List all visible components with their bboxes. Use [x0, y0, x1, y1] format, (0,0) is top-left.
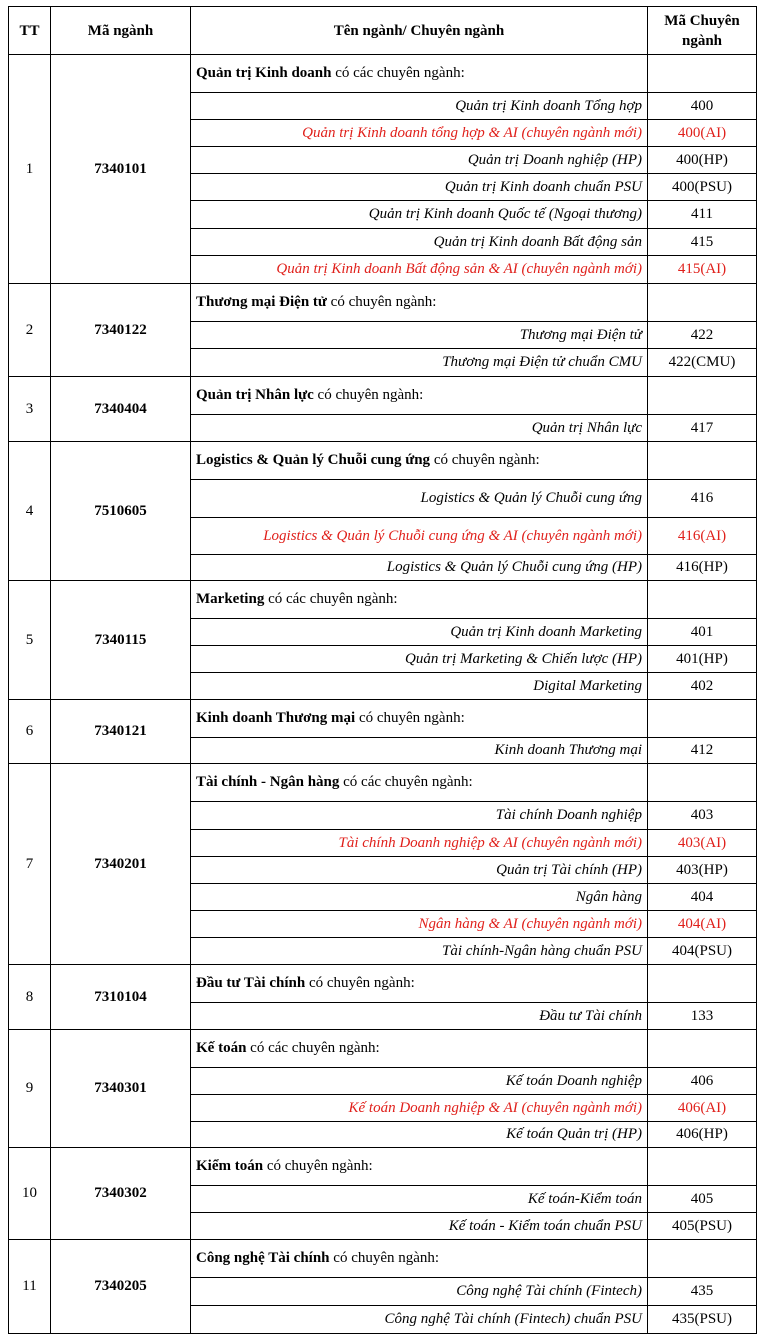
specialization-name: Tài chính Doanh nghiệp	[191, 802, 648, 830]
specialization-code: 415	[648, 229, 757, 256]
major-row	[9, 581, 757, 619]
table-header	[9, 7, 757, 55]
specialization-name: Quản trị Kinh doanh Marketing	[191, 619, 648, 646]
specialization-name: Kế toán - Kiểm toán chuẩn PSU	[191, 1213, 648, 1240]
specialization-code: 400	[648, 93, 757, 120]
specialization-code: 403(HP)	[648, 857, 757, 884]
major-title	[191, 764, 648, 802]
major-code: 7340404	[51, 377, 191, 442]
row-number: 2	[9, 284, 51, 377]
specialization-code: 400(HP)	[648, 147, 757, 174]
specialization-code: 402	[648, 673, 757, 700]
specialization-name: Quản trị Kinh doanh chuẩn PSU	[191, 174, 648, 201]
specialization-code: 404	[648, 884, 757, 911]
specialization-code: 401	[648, 619, 757, 646]
major-code: 7340302	[51, 1148, 191, 1240]
major-code: 7340115	[51, 581, 191, 700]
row-number: 7	[9, 764, 51, 965]
major-row	[9, 764, 757, 802]
major-title	[191, 1030, 648, 1068]
specialization-code: 422	[648, 322, 757, 349]
specialization-code: 404(AI)	[648, 911, 757, 938]
specialization-name: Kế toán-Kiểm toán	[191, 1186, 648, 1213]
major-code-empty	[648, 284, 757, 322]
major-name-suffix: có chuyên ngành:	[305, 975, 415, 991]
specialization-code: 412	[648, 738, 757, 764]
major-name-suffix: có chuyên ngành:	[329, 1250, 440, 1266]
major-name-suffix: có chuyên ngành:	[430, 452, 540, 468]
major-row	[9, 1148, 757, 1186]
major-title	[191, 965, 648, 1003]
specialization-code: 406(AI)	[648, 1095, 757, 1122]
specialization-name: Ngân hàng	[191, 884, 648, 911]
specialization-name: Logistics & Quản lý Chuỗi cung ứng	[191, 480, 648, 518]
major-code: 7340201	[51, 764, 191, 965]
major-row	[9, 284, 757, 322]
specialization-name: Digital Marketing	[191, 673, 648, 700]
major-name-suffix: có chuyên ngành:	[326, 294, 437, 310]
specialization-name: Quản trị Kinh doanh Quốc tế (Ngoại thương)	[191, 201, 648, 229]
specialization-code: 416(HP)	[648, 555, 757, 581]
specialization-code: 405	[648, 1186, 757, 1213]
specialization-code: 403	[648, 802, 757, 830]
major-name-suffix: có chuyên ngành:	[313, 387, 424, 403]
specialization-code: 400(AI)	[648, 120, 757, 147]
row-number: 11	[9, 1240, 51, 1334]
specialization-name: Tài chính-Ngân hàng chuẩn PSU	[191, 938, 648, 965]
row-number: 10	[9, 1148, 51, 1240]
major-title	[191, 1148, 648, 1186]
row-number: 6	[9, 700, 51, 764]
header-spec-code: Mã Chuyên ngành	[648, 7, 757, 55]
specialization-name: Quản trị Kinh doanh Bất động sản & AI (chuyên ngành mới)	[191, 256, 648, 284]
major-name: Thương mại Điện tử	[196, 294, 327, 310]
major-title	[191, 442, 648, 480]
major-code-empty	[648, 1030, 757, 1068]
row-number: 5	[9, 581, 51, 700]
specialization-code: 435	[648, 1278, 757, 1306]
major-name: Logistics & Quản lý Chuỗi cung ứng	[196, 452, 431, 468]
specialization-code: 411	[648, 201, 757, 229]
major-code-empty	[648, 1240, 757, 1278]
major-name: Kinh doanh Thương mại	[196, 710, 356, 726]
major-title	[191, 581, 648, 619]
specialization-name: Ngân hàng & AI (chuyên ngành mới)	[191, 911, 648, 938]
header-major-name: Tên ngành/ Chuyên ngành	[191, 7, 648, 55]
major-name: Quản trị Kinh doanh	[196, 65, 332, 81]
major-name: Tài chính - Ngân hàng	[196, 774, 340, 790]
specialization-name: Logistics & Quản lý Chuỗi cung ứng & AI (chuyên ngành mới)	[191, 518, 648, 555]
major-row	[9, 442, 757, 480]
major-name-suffix: có các chuyên ngành:	[339, 774, 473, 790]
specialization-code: 406	[648, 1068, 757, 1095]
major-code-empty	[648, 700, 757, 738]
specialization-name: Logistics & Quản lý Chuỗi cung ứng (HP)	[191, 555, 648, 581]
major-code-empty	[648, 581, 757, 619]
specialization-name: Quản trị Nhân lực	[191, 415, 648, 442]
specialization-name: Quản trị Kinh doanh Bất động sản	[191, 229, 648, 256]
specialization-name: Tài chính Doanh nghiệp & AI (chuyên ngành mới)	[191, 830, 648, 857]
specialization-name: Kế toán Quản trị (HP)	[191, 1122, 648, 1148]
major-name-suffix: có chuyên ngành:	[263, 1158, 373, 1174]
row-number: 1	[9, 55, 51, 284]
row-number: 3	[9, 377, 51, 442]
specialization-code: 133	[648, 1003, 757, 1030]
row-number: 9	[9, 1030, 51, 1148]
specialization-code: 404(PSU)	[648, 938, 757, 965]
specialization-code: 416	[648, 480, 757, 518]
major-title	[191, 377, 648, 415]
major-title	[191, 284, 648, 322]
specialization-name: Thương mại Điện tử chuẩn CMU	[191, 349, 648, 377]
specialization-name: Quản trị Marketing & Chiến lược (HP)	[191, 646, 648, 673]
major-name-suffix: có các chuyên ngành:	[264, 591, 398, 607]
specialization-code: 415(AI)	[648, 256, 757, 284]
major-code-empty	[648, 764, 757, 802]
specialization-code: 405(PSU)	[648, 1213, 757, 1240]
specialization-name: Quản trị Kinh doanh Tổng hợp	[191, 93, 648, 120]
row-number: 8	[9, 965, 51, 1030]
major-code-empty	[648, 377, 757, 415]
major-row	[9, 377, 757, 415]
major-code: 7340301	[51, 1030, 191, 1148]
major-name-suffix: có chuyên ngành:	[355, 710, 465, 726]
major-row	[9, 1240, 757, 1278]
major-code-empty	[648, 965, 757, 1003]
major-code-empty	[648, 55, 757, 93]
major-row	[9, 55, 757, 93]
major-code: 7310104	[51, 965, 191, 1030]
major-row	[9, 700, 757, 738]
major-code-empty	[648, 442, 757, 480]
majors-table	[8, 6, 757, 1334]
specialization-name: Công nghệ Tài chính (Fintech)	[191, 1278, 648, 1306]
major-title	[191, 1240, 648, 1278]
major-title	[191, 55, 648, 93]
major-code: 7340101	[51, 55, 191, 284]
specialization-name: Quản trị Tài chính (HP)	[191, 857, 648, 884]
major-code-empty	[648, 1148, 757, 1186]
major-name: Đầu tư Tài chính	[196, 975, 306, 991]
major-row	[9, 1030, 757, 1068]
specialization-code: 417	[648, 415, 757, 442]
specialization-name: Kế toán Doanh nghiệp	[191, 1068, 648, 1095]
specialization-name: Kế toán Doanh nghiệp & AI (chuyên ngành mới)	[191, 1095, 648, 1122]
specialization-name: Quản trị Doanh nghiệp (HP)	[191, 147, 648, 174]
specialization-name: Kinh doanh Thương mại	[191, 738, 648, 764]
major-name-suffix: có các chuyên ngành:	[331, 65, 465, 81]
major-name: Kế toán	[196, 1040, 247, 1056]
major-code: 7510605	[51, 442, 191, 581]
table-body	[9, 55, 757, 1334]
specialization-name: Thương mại Điện tử	[191, 322, 648, 349]
row-number: 4	[9, 442, 51, 581]
specialization-code: 435(PSU)	[648, 1306, 757, 1334]
major-name: Kiểm toán	[196, 1158, 264, 1174]
specialization-code: 416(AI)	[648, 518, 757, 555]
major-code: 7340122	[51, 284, 191, 377]
specialization-code: 422(CMU)	[648, 349, 757, 377]
specialization-code: 401(HP)	[648, 646, 757, 673]
header-major-code: Mã ngành	[51, 7, 191, 55]
major-name-suffix: có các chuyên ngành:	[246, 1040, 380, 1056]
specialization-code: 403(AI)	[648, 830, 757, 857]
major-row	[9, 965, 757, 1003]
specialization-code: 406(HP)	[648, 1122, 757, 1148]
specialization-code: 400(PSU)	[648, 174, 757, 201]
specialization-name: Quản trị Kinh doanh tổng hợp & AI (chuyên ngành mới)	[191, 120, 648, 147]
specialization-name: Công nghệ Tài chính (Fintech) chuẩn PSU	[191, 1306, 648, 1334]
major-code: 7340205	[51, 1240, 191, 1334]
specialization-name: Đầu tư Tài chính	[191, 1003, 648, 1030]
major-name: Marketing	[196, 591, 265, 607]
major-title	[191, 700, 648, 738]
major-name: Công nghệ Tài chính	[196, 1250, 330, 1266]
header-tt: TT	[9, 7, 51, 55]
major-code: 7340121	[51, 700, 191, 764]
major-name: Quản trị Nhân lực	[196, 387, 314, 403]
